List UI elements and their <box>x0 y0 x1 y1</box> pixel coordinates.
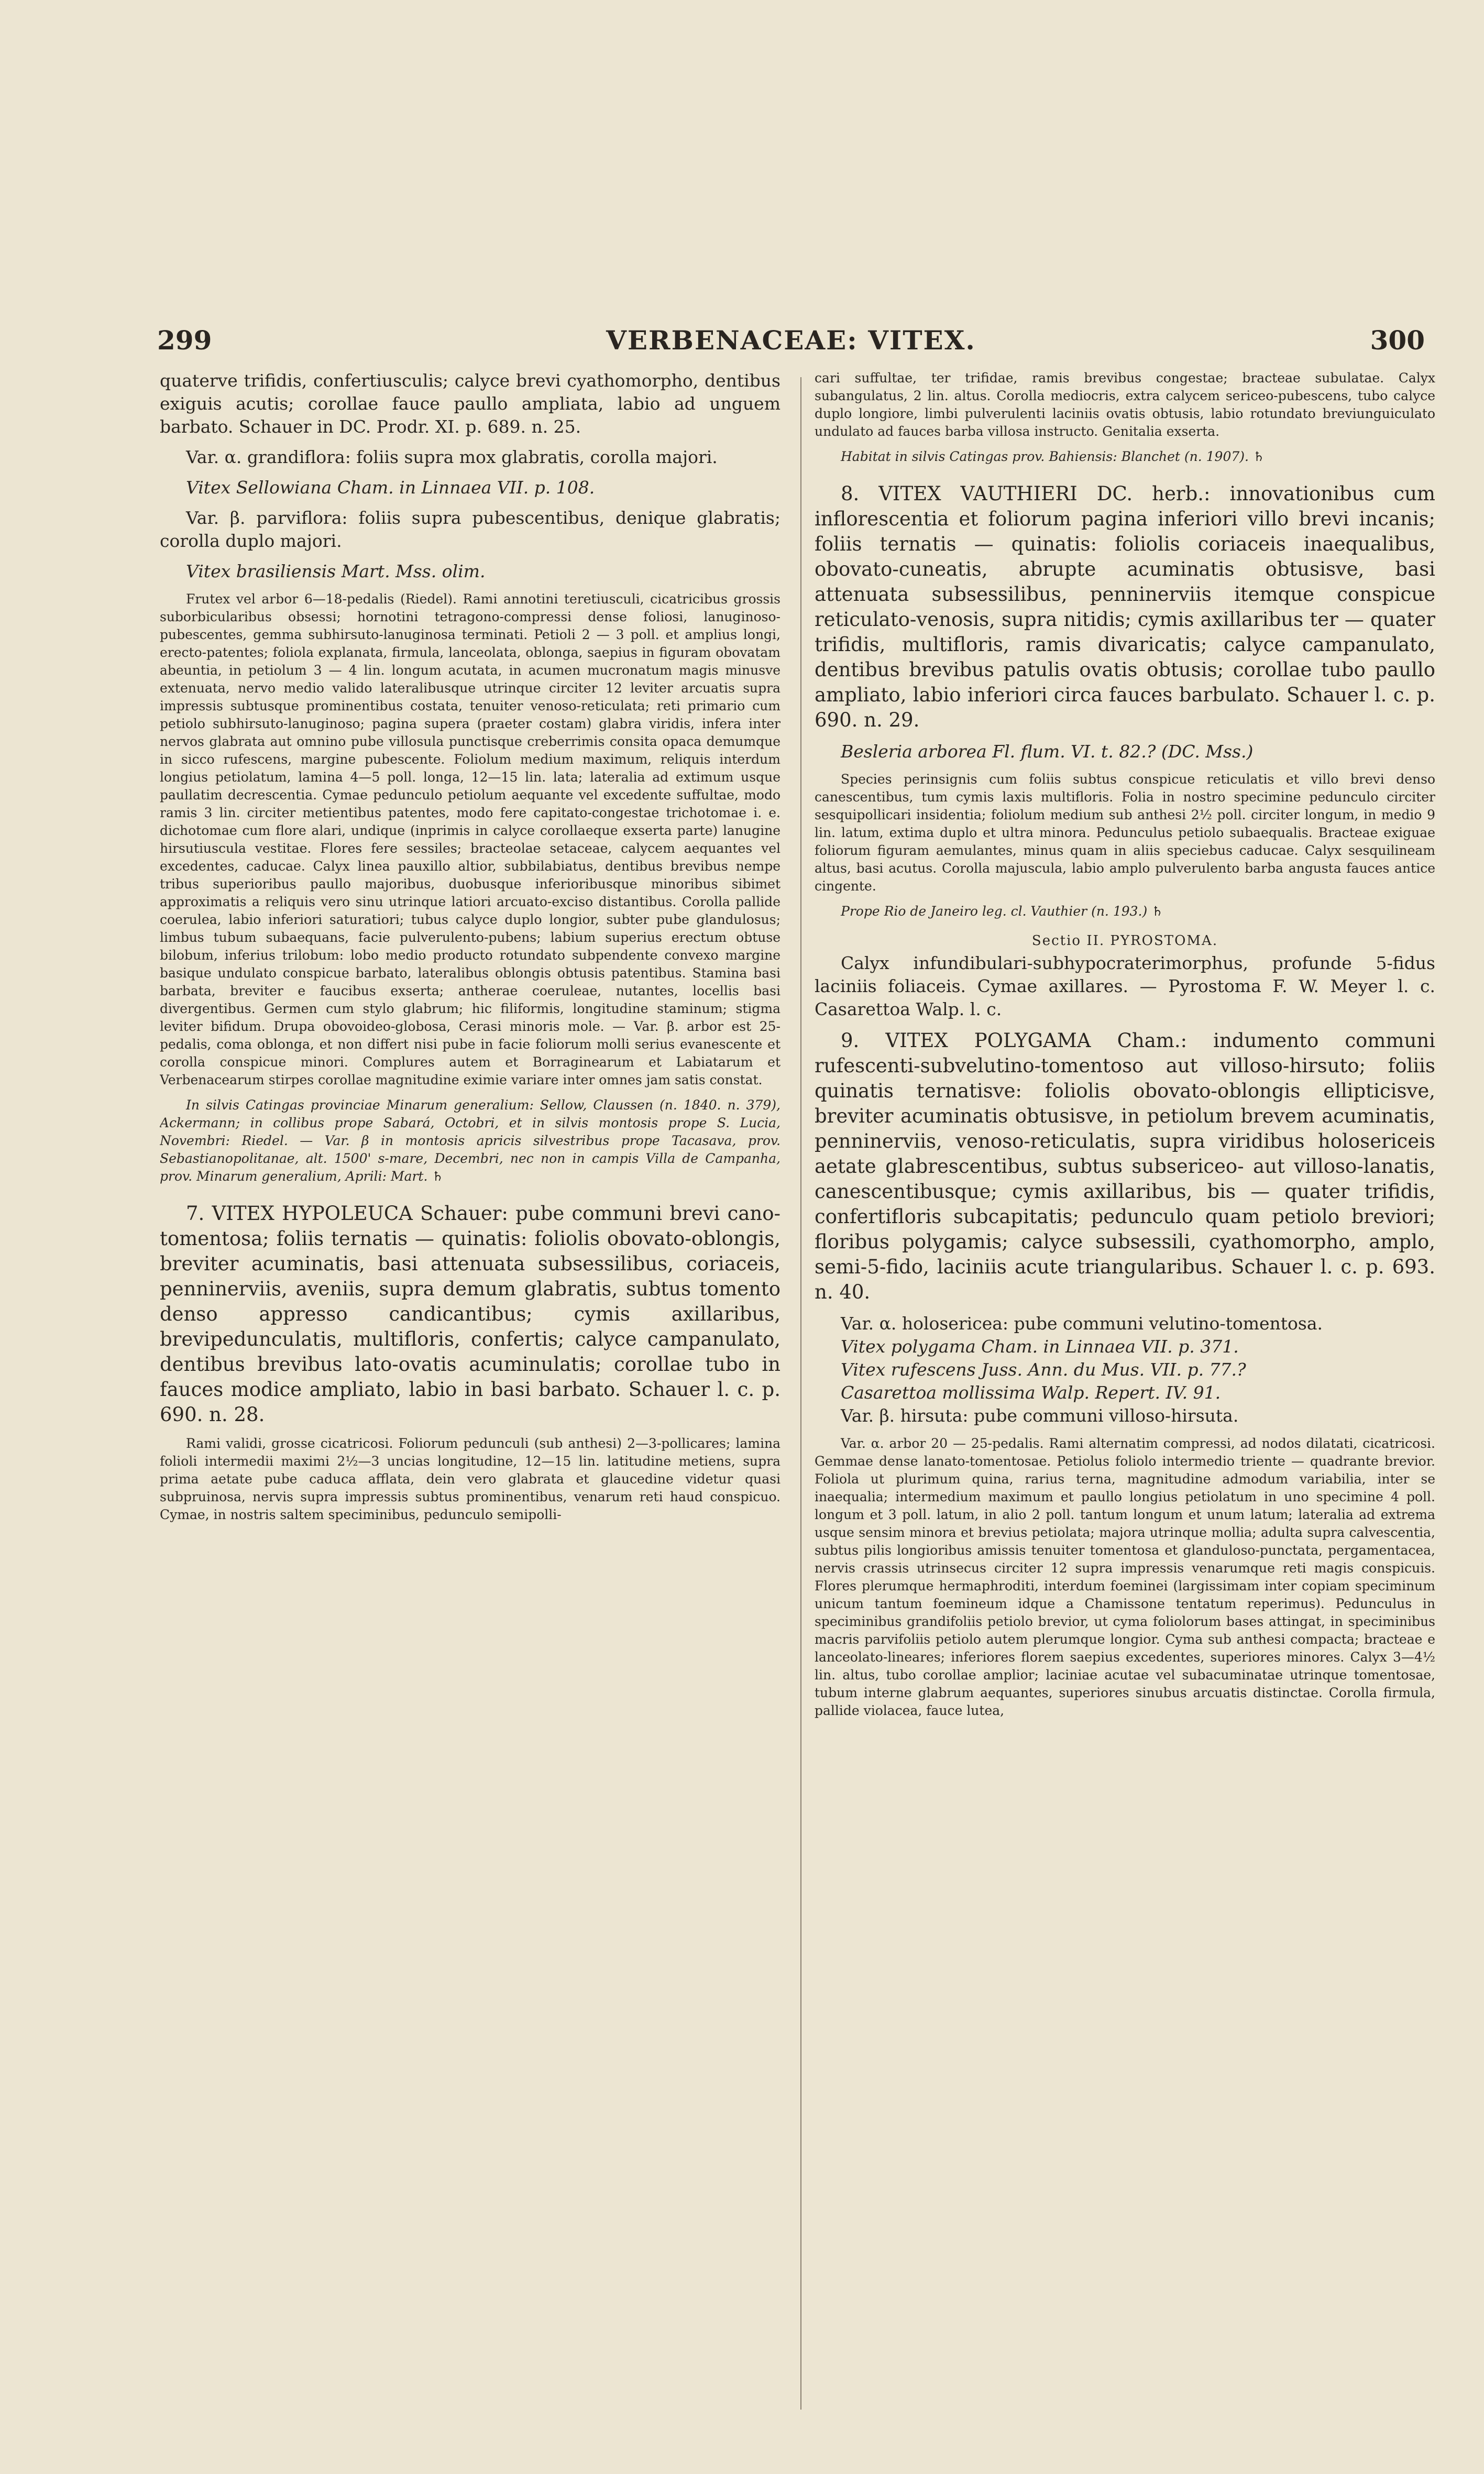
synonym-polygama: Vitex polygama Cham. in Linnaea VII. p. 371. <box>841 1336 1239 1357</box>
page-number-right: 300 <box>1370 325 1425 356</box>
synonym-rufescens: Vitex rufescens Juss. Ann. du Mus. VII. p. 77.? <box>841 1359 1246 1380</box>
section-description: Calyx infundibulari-subhypocraterimorphus, profunde 5-fidus laciniis foliaceis. Cymae axillares. — Pyrostoma F. W. Meyer l. c. Casarettoa Walp. l. c. <box>815 953 1435 1019</box>
section-heading: Sectio II. PYROSTOMA. <box>1031 933 1218 949</box>
species-7-habitat: Habitat in silvis Catingas prov. Bahiensis: Blanchet (n. 1907). ♄ <box>841 449 1265 464</box>
running-title: VERBENACEAE: VITEX. <box>606 325 976 356</box>
description-paragraph: Frutex vel arbor 6—18-pedalis (Riedel). Rami annotini teretiusculi, cicatricibus grossis suborbicularibus obsessi; hornotini tetragono-compressi dense foliosi, lanuginoso-pubescentes, gemma subhirsuto-lanuginosa terminati. Petioli 2 — 3 poll. et amplius longi, erecto-patentes; foliola explanata, firmula, lanceolata, oblonga, saepius in figuram obovatam abeuntia, in petiolum 3 — 4 lin. longum acutata, in acumen mucronatum magis minusve extenuata, nervo medio valido lateralibusque utrinque circiter 12 leviter arcuatis supra impressis subtusque prominentibus costata, tenuiter venoso-reticulata; reti primario cum petiolo subhirsuto-lanuginoso; pagina supera (praeter costam) glabra viridis, infera inter nervos glabrata aut omnino pube villosula punctisque creberrimis consita opaca demumque in sicco rufescens, margine pubescente. Foliolum medium maximum, reliquis interdum longius petiolatum, lamina 4—5 poll. longa, 12—15 lin. lata; lateralia ad extimum usque paullatim decrescentia. Cymae pedunculo petiolum aequante vel excedente suffultae, modo ramis 3 lin. circiter metientibus patentes, modo fere capitato-congestae trichotomae i. e. dichotomae cum flore alari, undique (inprimis in calyce corollaeque exserta parte) lanugine hirsutiuscula vestitae. Flores fere sessiles; bracteolae setaceae, calycem aequantes vel excedentes, caducae. Calyx linea pauxillo altior, subbilabiatus, dentibus brevibus nempe tribus superioribus paullo majoribus, duobusque inferioribusque minoribus sibimet approximatis a reliquis vero sinu utrinque latiori arcuato-exciso distantibus. Corolla pallide coerulea, labio inferiori saturatiori; tubus calyce duplo longior, subter pube glandulosus; limbus tubum subaequans, facie pulverulento-pubens; labium superius erectum obtuse bilobum, inferius trilobum: lobo medio producto rotundato subpendente convexo margine basique undulato conspicue barbato, lateralibus oblongis obtusis patentibus. Stamina basi barbata, breviter e faucibus exserta; antherae coeruleae, nutantes, locellis basi divergentibus. Germen cum stylo glabrum; hic filiformis, longitudine staminum; stigma leviter bifidum. Drupa obovoideo-globosa, Cerasi minoris mole. — Var. β. arbor est 25-pedalis, coma oblonga, et non differt nisi pube in facie foliorum molli serius evanescente et corolla conspicue minori. Complures autem et Borraginearum et Labiatarum et Verbenacearum stirpes corollae magnitudine eximie variare inter omnes jam satis constat. <box>160 591 781 1087</box>
habitat-paragraph: In silvis Catingas provinciae Minarum generalium: Sellow, Claussen (n. 1840. n. 379), Ackermann; in collibus prope Sabará, Octobri, et in silvis montosis prope S. Lucia, Novembri: Riedel. — Var. β in montosis apricis silvestribus prope Tacasava, prov. Sebastianopolitanae, alt. 1500' s-mare, Decembri, nec non in campis Villa de Campanha, prov. Minarum generalium, Aprili: Mart. ♄ <box>160 1097 781 1184</box>
synonym-besleria: Besleria arborea Fl. flum. VI. t. 82.? (DC. Mss.) <box>841 741 1254 762</box>
variety-holosericea: Var. α. holosericea: pube communi velutino-tomentosa. <box>841 1313 1323 1334</box>
species-7-continuation: cari suffultae, ter trifidae, ramis brevibus congestae; bracteae subulatae. Calyx subangulatus, 2 lin. altus. Corolla mediocris, extra calycem sericeo-pubescens, tubo calyce duplo longiore, limbi pulverulenti laciniis ovatis obtusis, labio rotundato breviunguiculato undulato ad fauces barba villosa instructo. Genitalia exserta. <box>815 370 1435 439</box>
species-8-habitat: Prope Rio de Janeiro leg. cl. Vauthier (n. 193.) ♄ <box>841 904 1163 919</box>
variety-alpha: Var. α. grandiflora: foliis supra mox glabratis, corolla majori. <box>186 447 718 467</box>
left-column <box>160 369 781 2412</box>
species-7-description: Rami validi, grosse cicatricosi. Foliorum pedunculi (sub anthesi) 2—3-pollicares; lamina folioli intermedii maximi 2½—3 uncias longitudine, 12—15 lin. latitudine metiens, supra prima aetate pube caduca afflata, dein vero glabrata et glaucedine videtur quasi subpruinosa, nervis supra impressis subtus prominentibus, venarum reti haud conspicuo. Cymae, in nostris saltem speciminibus, pedunculo semipolli- <box>160 1436 781 1522</box>
species-9-description: Var. α. arbor 20 — 25-pedalis. Rami alternatim compressi, ad nodos dilatati, cicatricosi. Gemmae dense lanato-tomentosae. Petiolus foliolo intermedio triente — quadrante brevior. Foliola ut plurimum quina, rarius terna, magnitudine admodum variabilia, inter se inaequalia; intermedium maximum et paullo longius petiolatum in uno specimine 4 poll. longum et 3 poll. latum, in alio 2 poll. tantum longum et unum latum; lateralia ad extrema usque sensim minora et brevius petiolata; majora utrinque mollia; adulta supra calvescentia, subtus pilis longioribus amissis tenuiter tomentosa et glanduloso-punctata, pergamentacea, nervis crassis utrinsecus circiter 12 supra impressis venarumque reti magis conspicuis. Flores plerumque hermaphroditi, interdum foeminei (largissimam inter copiam speciminum unicum tantum foemineum idque a Chamissone tentatum reperimus). Pedunculus in speciminibus grandifoliis petiolo brevior, ut cyma foliolorum bases attingat, in speciminibus macris parvifoliis petiolo autem plerumque longior. Cyma sub anthesi compacta; bracteae e lanceolato-lineares; inferiores florem saepius excedentes, superiores minores. Calyx 3—4½ lin. altus, tubo corollae amplior; laciniae acutae vel subacuminatae utrinque tomentosae, tubum interne glabrum aequantes, superiores sinubus arcuatis distinctae. Corolla firmula, pallide violacea, fauce lutea, <box>815 1436 1435 1718</box>
species-8-description: Species perinsignis cum foliis subtus conspicue reticulatis et villo brevi denso canescentibus, tum cymis laxis multifloris. Folia in nostro specimine pedunculo circiter sesquipollicari insidentia; foliolum medium sub anthesi 2½ poll. circiter longum, in medio 9 lin. latum, extima duplo et ultra minora. Pedunculus petiolo subaequalis. Bracteae exiguae foliorum figuram aemulantes, minus quam in aliis speciebus caducae. Calyx sesquilineam altus, basi acutus. Corolla majuscula, labio amplo pulverulento barba angusta fauces antice cingente. <box>815 772 1435 894</box>
variety-hirsuta: Var. β. hirsuta: pube communi villoso-hirsuta. <box>841 1405 1239 1426</box>
species-continuation: quaterve trifidis, confertiusculis; calyce brevi cyathomorpho, dentibus exiguis acutis; corollae fauce paullo ampliata, labio ad unguem barbato. Schauer in DC. Prodr. XI. p. 689. n. 25. <box>160 370 781 437</box>
species-8-heading: 8. VITEX VAUTHIERI DC. herb.: innovationibus cum inflorescentia et foliorum pagina inferiori villo brevi incanis; foliis ternatis — quinatis: foliolis coriaceis inaequalibus, obovato-cuneatis, abrupte acuminatis obtusisve, basi attenuata subsessilibus, penninerviis itemque conspicue reticulato-venosis, supra nitidis; cymis axillaribus ter — quater trifidis, multifloris, ramis divaricatis; calyce campanulato, dentibus brevibus patulis ovatis obtusis; corollae tubo paullo ampliato, labio inferiori circa fauces barbulato. Schauer l. c. p. 690. n. 29. <box>815 482 1435 731</box>
synonym-brasiliensis: Vitex brasiliensis Mart. Mss. olim. <box>186 561 486 581</box>
species-9-heading: 9. VITEX POLYGAMA Cham.: indumento communi rufescenti-subvelutino-tomentoso aut villoso-hirsuto; foliis quinatis ternatisve: foliolis obovato-oblongis ellipticisve, breviter acuminatis obtusisve, in petiolum brevem acuminatis, penninerviis, venoso-reticulatis, supra viridibus holosericeis aetate glabrescentibus, subtus subsericeo- aut villoso-lanatis, canescentibusque; cymis axillaribus, bis — quater trifidis, confertifloris subcapitatis; pedunculo quam petiolo breviori; floribus polygamis; calyce subsessili, cyathomorpho, amplo, semi-5-fido, laciniis acute triangularibus. Schauer l. c. p. 693. n. 40. <box>815 1029 1435 1303</box>
right-column <box>815 369 1435 2412</box>
page-number-left: 299 <box>157 325 212 356</box>
species-7-heading: 7. VITEX HYPOLEUCA Schauer: pube communi brevi cano-tomentosa; foliis ternatis — quinatis: foliolis obovato-oblongis, breviter acuminatis, basi attenuata subsessilibus, coriaceis, penninerviis, aveniis, supra demum glabratis, subtus tomento denso appresso candicantibus; cymis axillaribus, brevipedunculatis, multifloris, confertis; calyce campanulato, dentibus brevibus lato-ovatis acuminulatis; corollae tubo in fauces modice ampliato, labio in basi barbato. Schauer l. c. p. 690. n. 28. <box>160 1202 781 1426</box>
synonym-sellowiana: Vitex Sellowiana Cham. in Linnaea VII. p. 108. <box>186 477 595 498</box>
column-divider <box>800 377 801 2410</box>
page-header <box>157 325 1425 367</box>
variety-beta: Var. β. parviflora: foliis supra pubescentibus, denique glabratis; corolla duplo majori. <box>160 508 781 551</box>
synonym-casarettoa: Casarettoa mollissima Walp. Repert. IV. 91. <box>841 1382 1221 1403</box>
